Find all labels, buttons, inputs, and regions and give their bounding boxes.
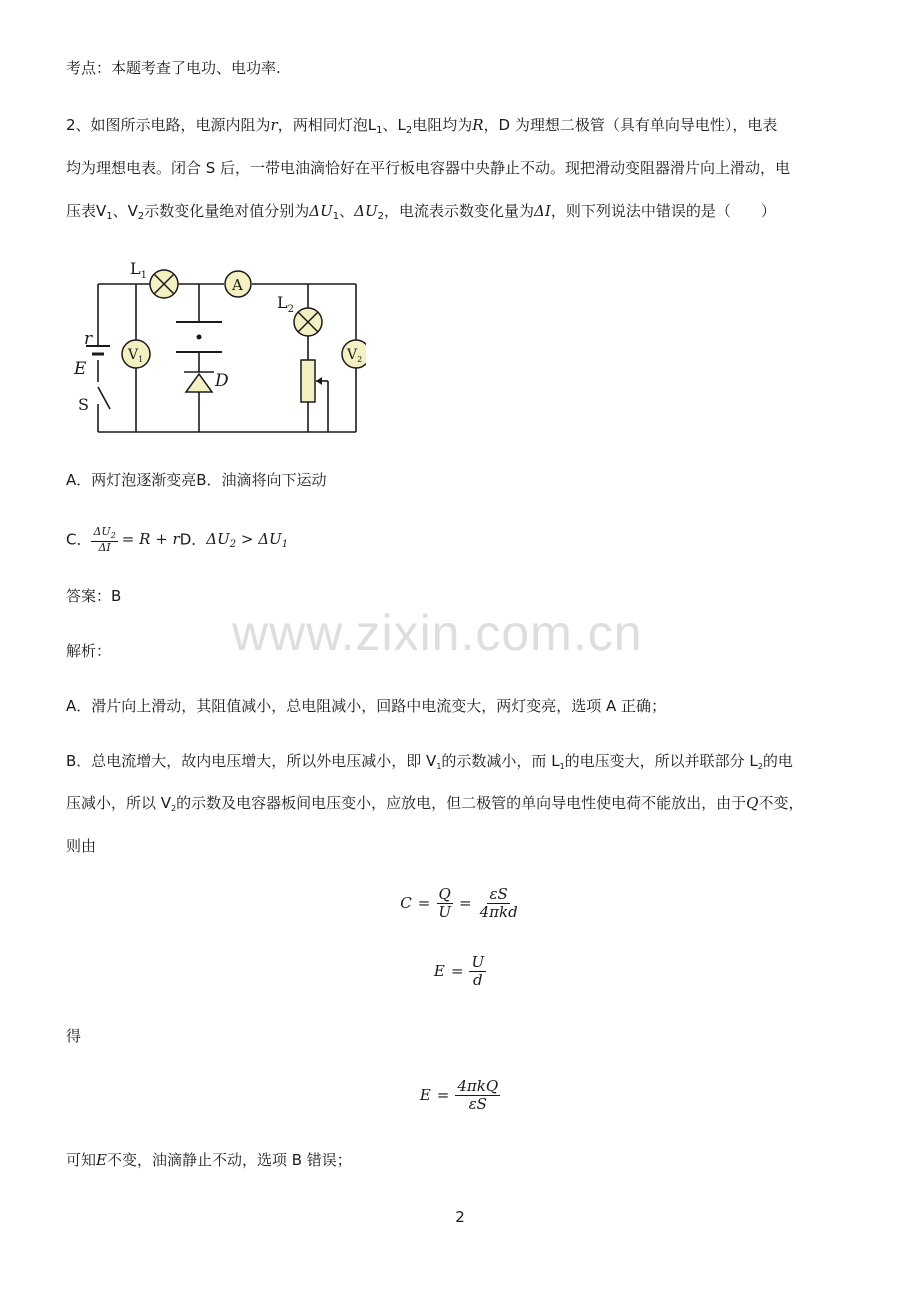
svg-text:L1: $L_1$ — [130, 259, 147, 281]
svg-text:S: S — [78, 395, 89, 414]
svg-text:A: A — [232, 276, 243, 294]
formula-field: E = $\frac{U}{d}$ — [433, 953, 485, 989]
question-line-1: 2、如图所示电路，电源内阻为r，两相同灯泡$L_1$、$L_2$电阻均为R，D 为理想二极管（具有单向导电性），电表 — [66, 116, 778, 136]
de-label: 得 — [66, 1027, 82, 1045]
svg-text:E: E — [74, 359, 87, 379]
svg-text:V2: $V_2$ — [347, 347, 363, 364]
page-number: 2 — [455, 1208, 465, 1226]
options-row-1 — [66, 470, 327, 490]
circuit-diagram — [66, 254, 366, 439]
analysis-b-line-2: 压减小，所以 $V_2$的示数及电容器板间电压变小，应放电，但二极管的单向导电性使电荷不能放出，由于Q不变， — [66, 794, 804, 813]
watermark: www.zixin.com.cn — [232, 605, 643, 661]
answer: 答案：B — [66, 587, 122, 605]
analysis-label: 解析： — [66, 642, 112, 660]
svg-text:r: r — [84, 329, 93, 349]
option-c-fraction: $\frac{\Delta U_2}{\Delta I}$ — [93, 525, 116, 554]
option-a: A．两灯泡逐渐变亮 — [66, 471, 197, 489]
analysis-b-line-3: 则由 — [66, 837, 97, 855]
question-line-3: 压表$V_1$、$V_2$示数变化量绝对值分别为$\Delta U_1$、$\Delta U_2$，电流表示数变化量为ΔI，则下列说法中错误的是（ ） — [66, 202, 776, 222]
formula-field-result: E = $\frac{\text{4πkQ}}{\varepsilon S}$ — [419, 1077, 499, 1113]
options-row-2 — [66, 526, 288, 558]
svg-text:V1: $V_1$ — [128, 347, 144, 364]
option-d-expr: $\Delta U_2 > \Delta U_1$ — [206, 530, 289, 551]
header-note: 考点：本题考查了电功、电功率. — [66, 59, 281, 77]
formula-capacitance: C = $\frac{Q}{U}$ = $\frac{\varepsilon S}{\text{4πkd}}$ — [400, 885, 518, 921]
option-c-rhs: = R + r — [121, 530, 180, 549]
option-c-prefix: C． — [66, 530, 92, 549]
conclusion: 可知E不变，油滴静止不动，选项 B 错误； — [66, 1151, 352, 1169]
analysis-b-line-1: B．总电流增大，故内电压增大，所以外电压减小，即 $V_1$的示数减小，而 $L_1$的电压变大，所以并联部分 $L_2$的电 — [66, 752, 793, 771]
svg-text:L2: $L_2$ — [277, 293, 294, 315]
analysis-a: A．滑片向上滑动，其阻值减小，总电阻减小，回路中电流变大，两灯变亮，选项 A 正确； — [66, 697, 667, 715]
option-d-prefix: D． — [179, 530, 207, 549]
question-line-2: 均为理想电表。闭合 S 后，一带电油滴恰好在平行板电容器中央静止不动。现把滑动变阻器滑片向上滑动，电 — [66, 159, 791, 177]
option-b: B．油滴将向下运动 — [196, 471, 327, 489]
svg-text:D: D — [215, 371, 229, 391]
